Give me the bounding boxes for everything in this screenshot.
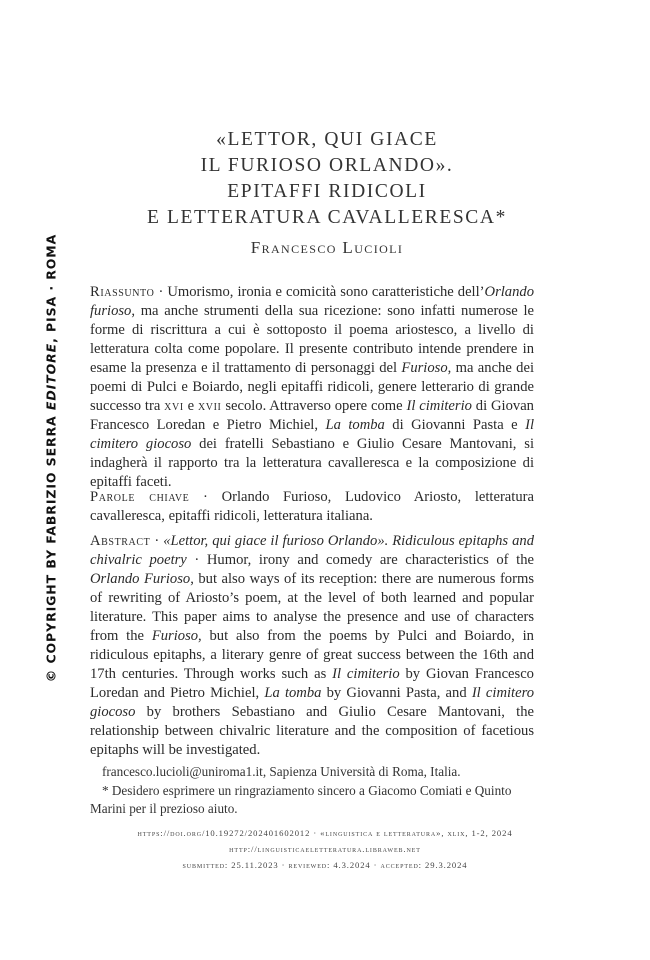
abstract-text: , but also from the poems by Pulci and Boiardo, in ridiculous epitaphs, a literary genre of great success between the 16th and 17th centuries. Through works such as	[90, 628, 534, 682]
copyright-suffix: , PISA · ROMA	[43, 233, 59, 343]
riassunto-text: secolo. Attraverso opere come	[221, 398, 407, 414]
abstract-paragraph	[90, 532, 534, 760]
riassunto-italic: La tomba	[325, 417, 385, 433]
riassunto-text: di Giovanni Pasta e	[384, 417, 526, 433]
riassunto-label: Riassunto	[90, 284, 155, 300]
abstract-text: by brothers Sebastiano and Giulio Cesare Mantovani, the relationship between chivalric literature and the composition of facetious epitaphs will be investigated.	[90, 704, 534, 758]
riassunto-text: e	[183, 398, 198, 414]
riassunto-paragraph	[90, 283, 534, 492]
copyright-editore: EDITORE	[43, 342, 59, 411]
author-name: Francesco Lucioli	[250, 238, 404, 257]
copyright-banner	[44, 234, 59, 682]
footer-url-line: http://linguisticaeletteratura.libraweb.net	[229, 844, 421, 854]
riassunto-century: xvii	[197, 398, 222, 414]
abstract-sep: ·	[150, 533, 164, 549]
abstract-italic: Orlando Furioso	[90, 571, 191, 587]
riassunto-text: di Giovan Francesco Loredan e Pietro Michiel,	[90, 398, 534, 433]
riassunto-italic: Il cimiterio	[406, 398, 472, 414]
riassunto-italic: Orlando furioso	[90, 284, 534, 319]
parole-chiave-text: Orlando Furioso, Ludovico Ariosto, letteratura cavalleresca, epitaffi ridicoli, letteratura italiana.	[90, 489, 534, 524]
riassunto-text: , ma anche dei poemi di Pulci e Boiardo, negli epitaffi ridicoli, genere letterario di grande successo tra	[90, 360, 534, 414]
title-line-3: EPITAFFI RIDICOLI	[227, 181, 427, 202]
riassunto-text: , ma anche strumenti della sua ricezione: sono infatti numerose le forme di riscrittura a cui è sottoposto il poema ariostesco, a livello di letteratura colta come popolare. Il presente contributo intende prendere in esame la presenza e il trattamento di personaggi del	[90, 303, 534, 376]
author-email-note: francesco.lucioli@uniroma1.it, Sapienza Università di Roma, Italia.	[102, 764, 461, 779]
article-title	[90, 127, 564, 231]
riassunto-text: dei fratelli Sebastiano e Giulio Cesare Mantovani, si indagherà il rapporto tra la letteratura cavalleresca e la composizione di epitaffi faceti.	[90, 436, 534, 490]
abstract-text: , but also ways of its reception: there are numerous forms of rewriting of Ariosto’s poem, at the level of both learned and popular literature. This paper aims to analyse the presence and use of characters from the	[90, 571, 534, 644]
abstract-italic: Il cimiterio	[332, 666, 400, 682]
abstract-text: by Giovanni Pasta, and	[321, 685, 472, 701]
footer-doi-line: https://doi.org/10.19272/202401602012 · «linguistica e letteratura», xlix, 1-2, 2024	[137, 828, 513, 838]
parole-chiave-label: Parole chiave	[90, 489, 190, 505]
abstract-italic: Il cimitero giocoso	[90, 685, 535, 720]
title-line-2: IL FURIOSO ORLANDO».	[200, 155, 454, 176]
acknowledgement-footnote: * Desidero esprimere un ringraziamento sincero a Giacomo Comiati e Quinto Marini per il prezioso aiuto.	[90, 783, 512, 816]
parole-chiave-sep: ·	[189, 489, 222, 505]
riassunto-text: Umorismo, ironia e comicità sono caratteristiche dell’	[167, 284, 485, 300]
parole-chiave-paragraph	[90, 488, 534, 526]
footer-dates-line: submitted: 25.11.2023 · reviewed: 4.3.2024 · accepted: 29.3.2024	[182, 860, 468, 870]
riassunto-century: xvi	[164, 398, 184, 414]
abstract-text: by Giovan Francesco Loredan and Pietro Michiel,	[90, 666, 534, 701]
abstract-label: Abstract	[90, 533, 151, 549]
abstract-text: · Humor, irony and comedy are characteristics of the	[186, 552, 534, 568]
riassunto-italic: Il cimitero giocoso	[90, 417, 534, 452]
abstract-title: «Lettor, qui giace il furioso Orlando». Ridiculous epitaphs and chivalric poetry	[90, 533, 534, 568]
copyright-prefix: © COPYRIGHT BY FABRIZIO SERRA	[43, 410, 59, 683]
title-line-4: E LETTERATURA CAVALLERESCA*	[147, 207, 507, 228]
abstract-italic: La tomba	[264, 685, 322, 701]
abstract-italic: Furioso	[151, 628, 199, 644]
riassunto-italic: Furioso	[401, 360, 448, 376]
title-line-1: «LETTOR, QUI GIACE	[216, 129, 438, 150]
riassunto-sep: ·	[154, 284, 168, 300]
